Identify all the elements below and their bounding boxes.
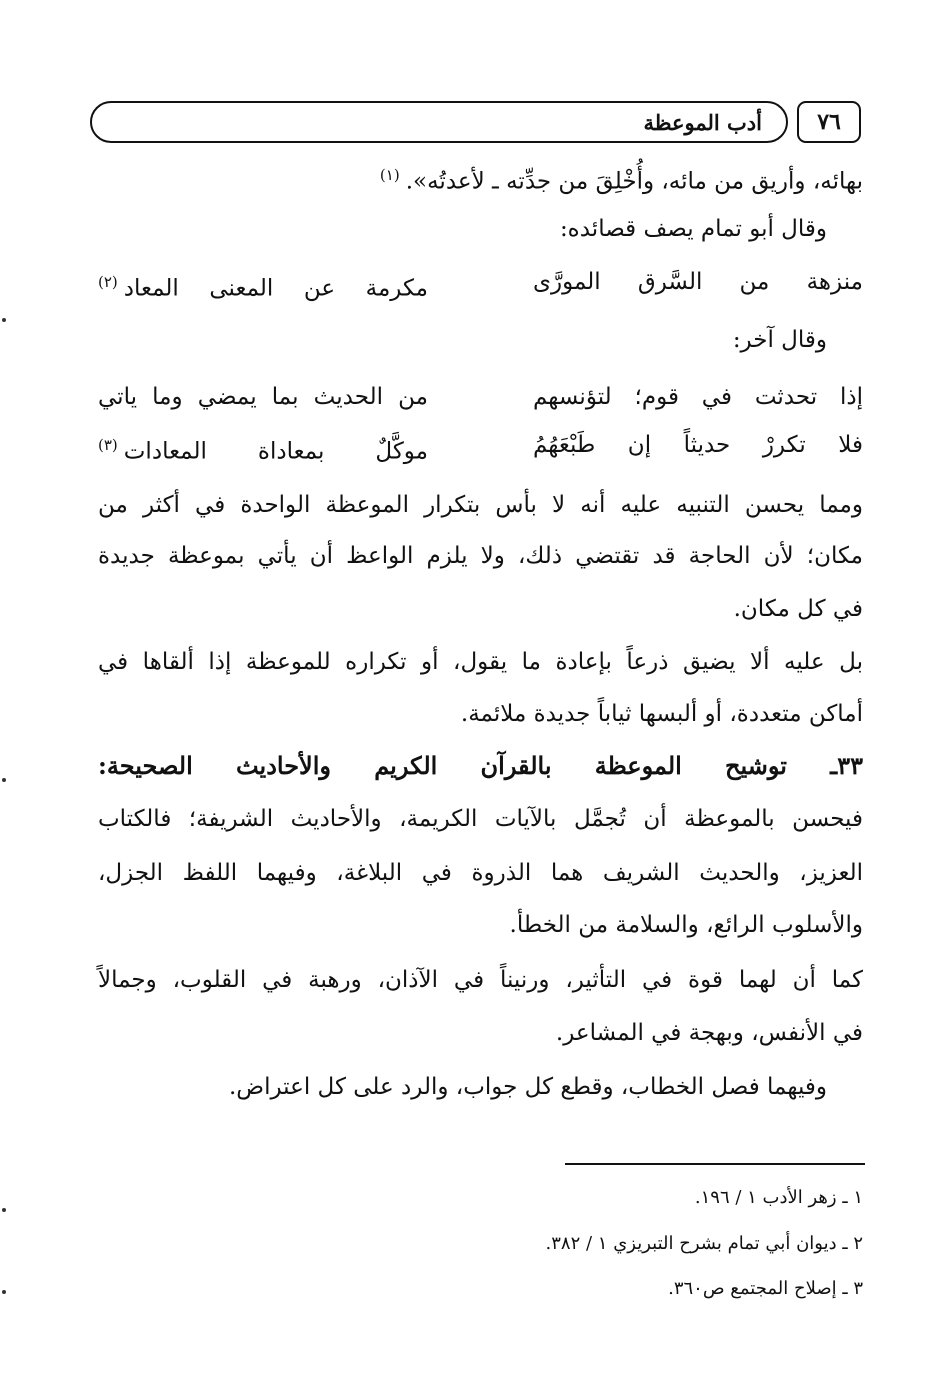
scan-speck (2, 1290, 6, 1294)
verse-hemistich-right: منزهة من السَّرق المورَّى (533, 269, 863, 295)
footnote-marker: (٣) (98, 436, 118, 454)
paragraph-line: والأسلوب الرائع، والسلامة من الخطأ. (509, 912, 863, 938)
footnote-marker: (٢) (98, 273, 118, 291)
paragraph-line: وفيهما فصل الخطاب، وقطع كل جواب، والرد على كل اعتراض. (228, 1074, 827, 1100)
paragraph-line: كما أن لهما قوة في التأثير، ورنيناً في الآذان، ورهبة في القلوب، وجمالاً (98, 967, 863, 993)
footnote-marker: (١) (379, 166, 400, 184)
paragraph-line: بل عليه ألا يضيق ذرعاً بإعادة ما يقول، أو تكراره للموعظة إذا ألقاها في (98, 649, 863, 675)
verse-hemistich-right: إذا تحدثت في قوم؛ لتؤنسهم (533, 384, 863, 410)
text-line: وقال آخر: (732, 327, 827, 353)
paragraph-line: فيحسن بالموعظة أن تُجمَّل بالآيات الكريمة، والأحاديث الشريفة؛ فالكتاب (98, 806, 863, 832)
page-number: ٧٦ (817, 109, 841, 135)
paragraph-line: العزيز، والحديث الشريف هما الذروة في البلاغة، وفيهما اللفظ الجزل، (98, 860, 863, 886)
text-line: وقال أبو تمام يصف قصائده: (559, 216, 827, 242)
footnote-separator (565, 1163, 865, 1165)
running-header (90, 101, 788, 143)
footnote: ١ ـ زهر الأدب ١ / ١٩٦. (694, 1187, 863, 1208)
text-line: بهائه، وأريق من مائه، وأُخْلِقَ من جدِّته ـ لأعدتُه».$^{(١)}$ (379, 166, 863, 195)
verse-hemistich-left: موكَّلٌ بمعاداة المعادات$^{(٣)}$ (98, 436, 428, 465)
verse-hemistich-left: مكرمة عن المعنى المعاد$^{(٢)}$ (98, 273, 428, 302)
paragraph-line: في الأنفس، وبهجة في المشاعر. (555, 1020, 863, 1046)
running-header-title: أدب الموعظة (643, 109, 762, 135)
scan-speck (2, 778, 6, 782)
footnote: ٢ ـ ديوان أبي تمام بشرح التبريزي ١ / ٣٨٢. (545, 1233, 863, 1254)
paragraph-line: ومما يحسن التنبيه عليه أنه لا بأس بتكرار الموعظة الواحدة في أكثر من (98, 492, 863, 518)
paragraph-line: أماكن متعددة، أو ألبسها ثياباً جديدة ملائمة. (460, 701, 863, 727)
scan-speck (2, 1208, 6, 1212)
verse-hemistich-left: من الحديث بما يمضي وما ياتي (98, 384, 428, 410)
section-heading: ٣٣ـ توشيح الموعظة بالقرآن الكريم والأحاديث الصحيحة: (98, 751, 863, 780)
footnote: ٣ ـ إصلاح المجتمع ص٣٦٠. (668, 1278, 863, 1299)
verse-hemistich-right: فلا تكررْ حديثاً إن طَبْعَهُمُ (533, 432, 863, 458)
paragraph-line: مكان؛ لأن الحاجة قد تقتضي ذلك، ولا يلزم الواعظ أن يأتي بموعظة جديدة (98, 543, 863, 569)
paragraph-line: في كل مكان. (733, 596, 863, 622)
scan-speck (2, 318, 6, 322)
page-number-box (797, 101, 861, 143)
